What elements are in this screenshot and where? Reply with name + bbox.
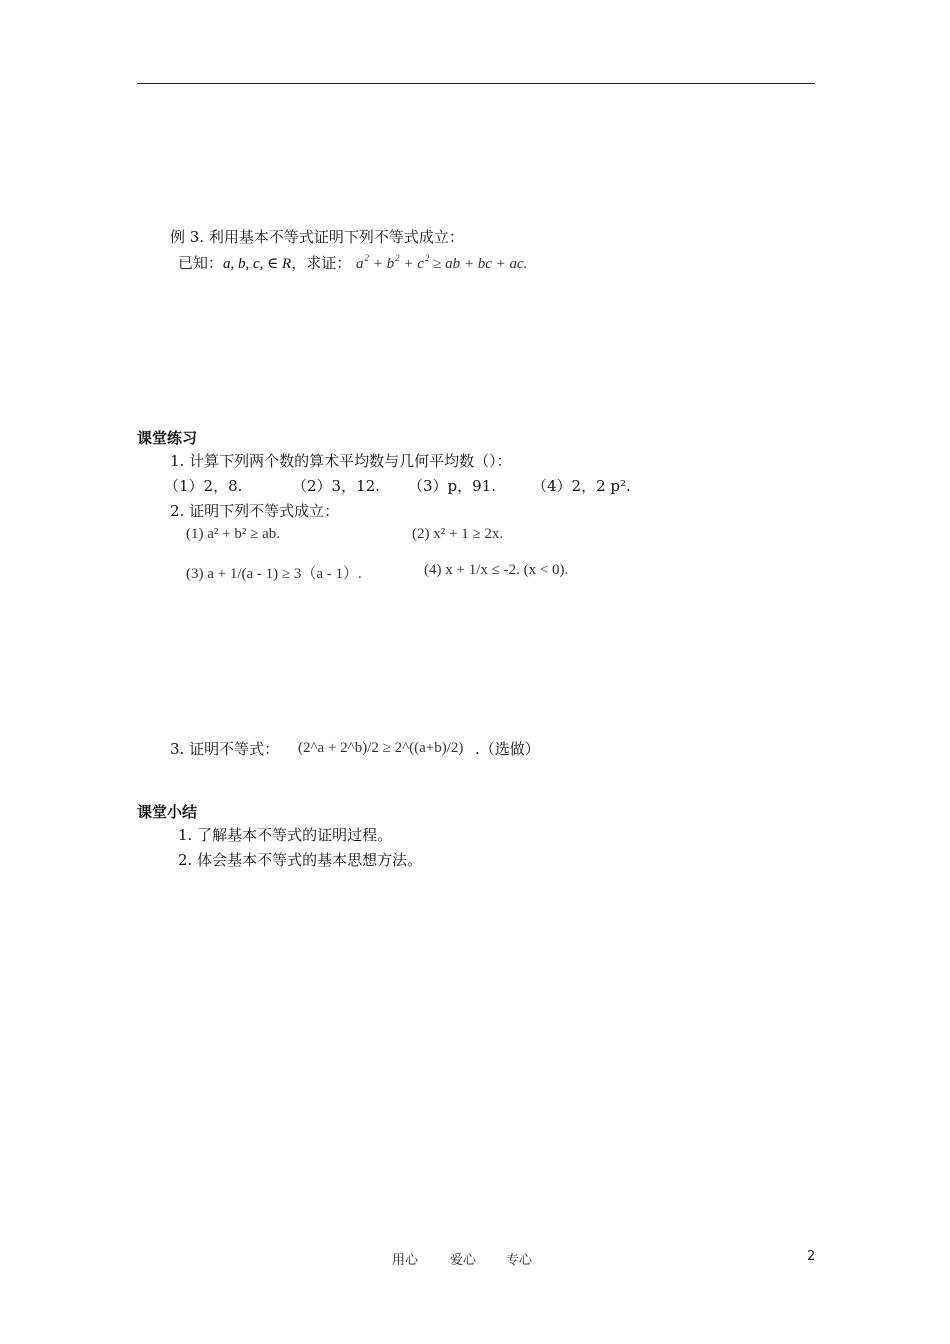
q1-part-3: （3）p，91. xyxy=(408,477,497,495)
given-math: a, b, c, ∈ R xyxy=(223,256,292,272)
q2-part-2: (2) x² + 1 ≥ 2x. xyxy=(412,526,504,542)
q3-formula: (2^a + 2^b)/2 ≥ 2^((a+b)/2) xyxy=(298,740,464,756)
practice-heading: 课堂练习 xyxy=(137,429,198,447)
header-rule xyxy=(137,83,815,84)
q2-part-3: (3) a + 1/(a - 1) ≥ 3（a - 1）. xyxy=(186,566,362,582)
q1-part-2: （2）3，12. xyxy=(292,477,380,495)
page-number: 2 xyxy=(807,1249,816,1264)
example3-given-line xyxy=(178,254,527,274)
prove-formula: $a^2 + b^2 + c^2$ ≥ ab + bc + ac. xyxy=(356,253,528,272)
summary-item-1: 1. 了解基本不等式的证明过程。 xyxy=(178,826,393,844)
summary-item-2: 2. 体会基本不等式的基本思想方法。 xyxy=(178,851,423,869)
q2-text: 2. 证明下列不等式成立： xyxy=(170,502,340,520)
prove-label: ，求证： xyxy=(291,254,352,272)
q1-part-1: （1）2，8. xyxy=(164,477,243,495)
example3-title: 例 3. 利用基本不等式证明下列不等式成立： xyxy=(170,228,464,246)
q2-part-1: (1) a² + b² ≥ ab. xyxy=(186,526,280,542)
q1-text: 1. 计算下列两个数的算术平均数与几何平均数（）： xyxy=(170,452,512,470)
q2-part-4: (4) x + 1/x ≤ -2. (x < 0). xyxy=(424,562,569,578)
q3-text: 3. 证明不等式： xyxy=(170,740,280,758)
q3-suffix: .（选做） xyxy=(475,740,540,758)
summary-heading: 课堂小结 xyxy=(137,803,198,821)
footer-motto-1: 用心 xyxy=(392,1253,419,1268)
given-label: 已知： xyxy=(178,254,224,272)
footer-motto-3: 专心 xyxy=(506,1253,533,1268)
footer-motto-2: 爱心 xyxy=(450,1253,477,1268)
q1-part-4: （4）2，2 p². xyxy=(532,477,631,495)
